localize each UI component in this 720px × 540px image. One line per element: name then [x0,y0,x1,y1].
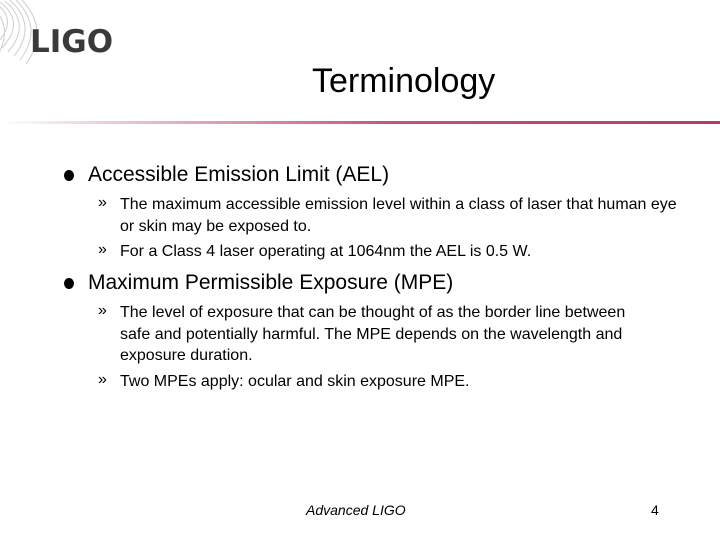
section-heading-mpe: Maximum Permissible Exposure (MPE) [88,271,454,294]
bullet-icon [64,278,74,289]
ligo-logo [0,0,130,70]
sub-bullet-icon: » [98,194,107,211]
page-number: 4 [651,502,659,518]
title-divider [0,121,720,124]
mpe-point-2: Two MPEs apply: ocular and skin exposure MPE. [120,373,470,390]
bullet-icon [64,170,74,181]
slide-title: Terminology [312,62,496,100]
footer-label: Advanced LIGO [306,502,406,518]
sub-bullet-icon: » [98,371,107,388]
mpe-point-1: The level of exposure that can be thought of as the border line between safe and potentially harmful. The MPE depends on the wavelength and exposure duration. [120,304,626,364]
ael-point-1: The maximum accessible emission level within a class of laser that human eye or skin may be exposed to. [120,196,677,235]
section-heading-ael: Accessible Emission Limit (AEL) [88,163,390,186]
sub-bullet-icon: » [98,302,107,319]
ael-point-2: For a Class 4 laser operating at 1064nm the AEL is 0.5 W. [120,243,532,260]
logo-text: LIGO [30,24,114,60]
sub-bullet-icon: » [98,241,107,258]
